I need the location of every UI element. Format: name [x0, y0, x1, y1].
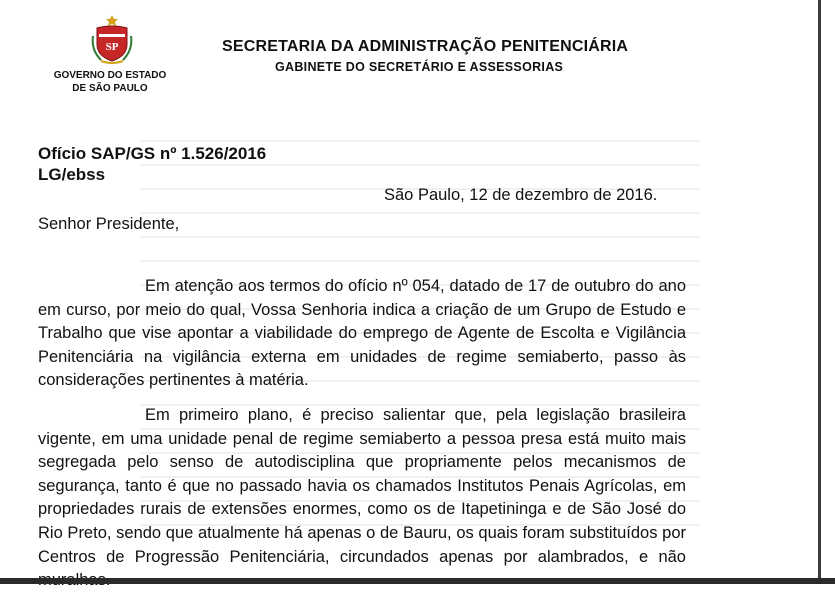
letter-initials: LG/ebss	[38, 165, 106, 184]
date-line: São Paulo, 12 de dezembro de 2016.	[384, 186, 658, 204]
scan-edge-bottom	[0, 578, 835, 584]
salutation: Senhor Presidente,	[38, 215, 180, 233]
letter-reference: Ofício SAP/GS nº 1.526/2016	[38, 144, 267, 163]
state-crest-icon	[91, 14, 133, 66]
body-paragraph-2: Em primeiro plano, é preciso salientar que, pela legislação brasileira vigente, em uma unidade penal de regime semiaberto a pessoa presa está muito mais segregada pelo senso de autodisciplina que propriamente pelos mecanismos de segurança, tanto é que no passado havia os chamados Institutos Penais Agrícolas, em propriedades rurais de extensões enormes, como os de Itapetininga e de São José do Rio Preto, sendo que atualmente há apenas o de Bauru, os quais foram substituídos por Centros de Progressão Penitenciária, circundados apenas por alambrados, e não	[38, 406, 686, 566]
government-line-2: DE SÃO PAULO	[72, 83, 148, 94]
crest-letters: SP	[105, 41, 119, 53]
department-heading: SECRETARIA DA ADMINISTRAÇÃO PENITENCIÁRIA	[222, 38, 629, 55]
government-label	[40, 69, 180, 95]
body-paragraph-1: Em atenção aos termos do ofício nº 054, datado de 17 de outubro do ano em curso, por meio do qual, Vossa Senhoria indica a criação de um Grupo de Estudo e Trabalho que vise apontar a viabilidade do emprego de Agente de Escolta e Vigilância Penitenciária na vigilância externa em unidades de regime semiaberto, passo às considerações pertinentes à matéria.	[38, 277, 686, 390]
government-line-1: GOVERNO DO ESTADO	[53, 70, 167, 81]
letter-reference-block	[38, 143, 266, 185]
scan-edge-right	[818, 0, 821, 584]
office-heading: GABINETE DO SECRETÁRIO E ASSESSORIAS	[275, 60, 564, 74]
